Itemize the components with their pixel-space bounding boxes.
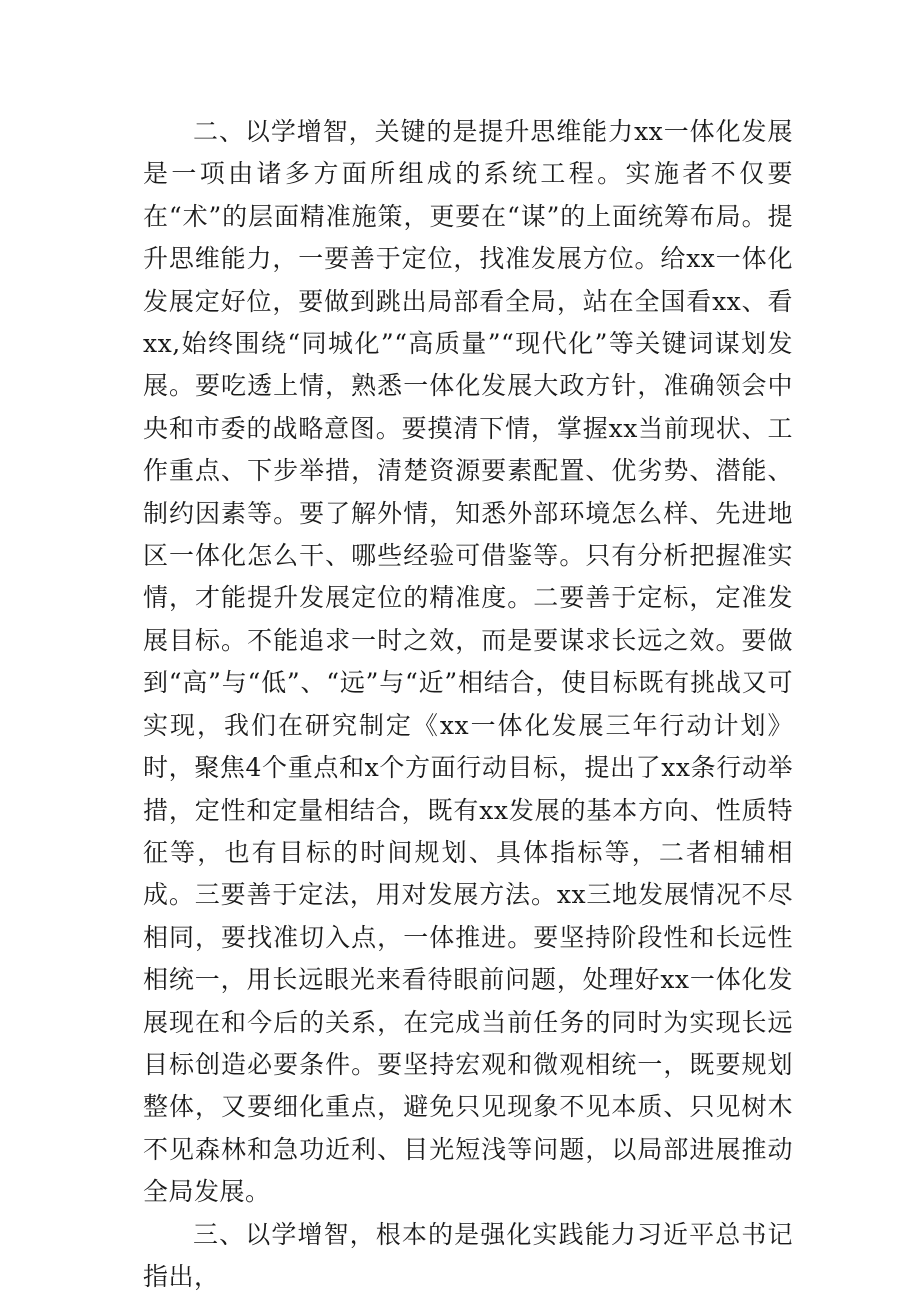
document-body [143,111,793,1298]
paragraph-3: 三、以学增智，根本的是强化实践能力习近平总书记指出， [143,1219,793,1291]
paragraph-2: 二、以学增智，关键的是提升思维能力xx一体化发展是一项由诸多方面所组成的系统工程。实施者不仅要在“术”的层面精准施策，更要在“谋”的上面统筹布局。提升思维能力，一要善于定位，找准发展方位。给xx一体化发展定好位，要做到跳出局部看全局，站在全国看xx、看xx,始终围绕“同城化”“高质量”“现代化”等关键词谋划发展。要吃透上情，熟悉一体化发展大政方针，准确领会中央和市委的战略意图。要摸清下情，掌握xx当前现状、工作重点、下步举措，清楚资源要素配置、优劣势、潜能、制约因素等。要了解外情，知悉外部环境怎么样、先进地区一体化怎么干、哪些经验可借鉴等。只有分析把握准实情，才能提升发展定位的精准度。二要善于定标，定准发展目标。不能追求一时之效，而是要谋求长远之效。要做到“高”与“低”、“远”与“近”相结合，使目标既有挑战又可实现，我们在研究制定《xx一体化发展三年行动计划》时，聚焦4个重点和x个方面行动目标，提出了xx条行动举措，定性和定量相结合，既有xx发展的基本方向、性质特征等，也有目标的时间规划、具体指标等，二者相辅相成。三要善于定法，用对发展方法。xx三地发展情况不尽相同，要找准切入点，一体推进。要坚持阶段性和长远性相统一，用长远眼光来看待眼前问题，处理好xx一体化发展现在和今后的关系，在完成当前任务的同时为实现长远目标创造必要条件。要坚持宏观和微观相统一，既要规划整体，又要细化重点，避免只见现象不见本质、只见树木不见森林和急功近利、目光短浅等问题，以局部进展推动全局发展。 [143,117,793,1207]
